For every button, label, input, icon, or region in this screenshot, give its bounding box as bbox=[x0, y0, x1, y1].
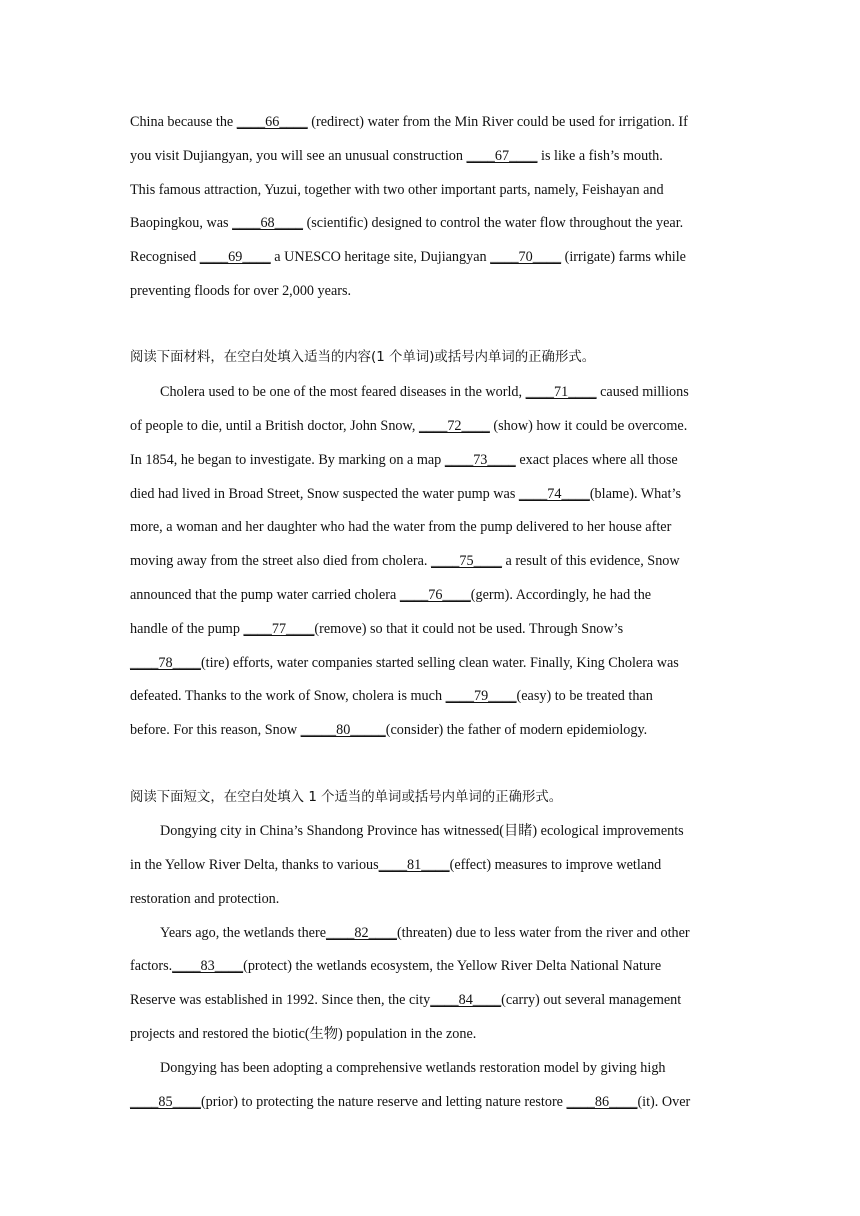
blank-79[interactable]: ____79____ bbox=[445, 688, 517, 704]
text-line: ____85____(prior) to protecting the nature reserve and letting nature restore ____86____(it). Over bbox=[130, 1094, 691, 1110]
text-line: Years ago, the wetlands there____82____(threaten) due to less water from the river and other bbox=[160, 925, 690, 941]
blank-76[interactable]: ____76____ bbox=[399, 587, 471, 603]
text-line: handle of the pump ____77____(remove) so that it could not be used. Through Snow’s bbox=[130, 621, 624, 637]
blank-81[interactable]: ____81____ bbox=[378, 857, 450, 873]
text-line: ____78____(tire) efforts, water companies started selling clean water. Finally, King Cholera was bbox=[130, 655, 679, 671]
text-line: of people to die, until a British doctor, John Snow, ____72____ (show) how it could be overcome. bbox=[130, 418, 688, 434]
section-instruction: 阅读下面短文，在空白处填入 1 个适当的单词或括号内单词的正确形式。 bbox=[130, 790, 563, 805]
text-line: Dongying has been adopting a comprehensive wetlands restoration model by giving high bbox=[160, 1060, 666, 1076]
blank-80[interactable]: _____80_____ bbox=[300, 722, 386, 738]
blank-71[interactable]: ____71____ bbox=[525, 384, 597, 400]
text-line: in the Yellow River Delta, thanks to various____81____(effect) measures to improve wetland bbox=[130, 857, 662, 873]
text-line: Dongying city in China’s Shandong Province has witnessed(目睹) ecological improvements bbox=[160, 823, 684, 839]
text-line: died had lived in Broad Street, Snow suspected the water pump was ____74____(blame). What’s bbox=[130, 486, 681, 502]
text-line: Baopingkou, was ____68____ (scientific) designed to control the water flow throughout the year. bbox=[130, 215, 684, 231]
blank-86[interactable]: ____86____ bbox=[566, 1094, 638, 1110]
blank-77[interactable]: ____77____ bbox=[243, 621, 315, 637]
text-line: Cholera used to be one of the most feared diseases in the world, ____71____ caused millions bbox=[160, 384, 689, 400]
text-line: more, a woman and her daughter who had the water from the pump delivered to her house after bbox=[130, 519, 672, 535]
text-line: In 1854, he began to investigate. By marking on a map ____73____ exact places where all those bbox=[130, 452, 678, 468]
blank-68[interactable]: ____68____ bbox=[232, 215, 304, 231]
blank-84[interactable]: ____84____ bbox=[430, 992, 502, 1008]
text-line: preventing floods for over 2,000 years. bbox=[130, 283, 352, 299]
text-line: projects and restored the biotic(生物) population in the zone. bbox=[130, 1026, 477, 1042]
blank-67[interactable]: ____67____ bbox=[466, 148, 538, 164]
text-line: before. For this reason, Snow _____80_____(consider) the father of modern epidemiology. bbox=[130, 722, 648, 738]
blank-66[interactable]: ____66____ bbox=[236, 114, 308, 130]
text-line: Reserve was established in 1992. Since then, the city____84____(carry) out several management bbox=[130, 992, 682, 1008]
blank-72[interactable]: ____72____ bbox=[418, 418, 490, 434]
blank-73[interactable]: ____73____ bbox=[444, 452, 516, 468]
blank-75[interactable]: ____75____ bbox=[431, 553, 502, 569]
text-line: This famous attraction, Yuzui, together with two other important parts, namely, Feishayan and bbox=[130, 182, 664, 198]
blank-82[interactable]: ____82____ bbox=[326, 925, 397, 941]
blank-83[interactable]: ____83____ bbox=[172, 958, 244, 974]
section-instruction: 阅读下面材料，在空白处填入适当的内容(1 个单词)或括号内单词的正确形式。 bbox=[130, 350, 596, 365]
blank-85[interactable]: ____85____ bbox=[130, 1094, 201, 1110]
blank-78[interactable]: ____78____ bbox=[130, 655, 201, 671]
text-line: announced that the pump water carried cholera ____76____(germ). Accordingly, he had the bbox=[130, 587, 652, 603]
text-line: you visit Dujiangyan, you will see an unusual construction ____67____ is like a fish’s mouth. bbox=[130, 148, 663, 164]
text-line: restoration and protection. bbox=[130, 891, 280, 907]
text-line: defeated. Thanks to the work of Snow, cholera is much ____79____(easy) to be treated than bbox=[130, 688, 653, 704]
text-line: China because the ____66____ (redirect) water from the Min River could be used for irrigation. If bbox=[130, 114, 688, 130]
text-line: moving away from the street also died from cholera. ____75____ a result of this evidence, Snow bbox=[130, 553, 680, 569]
text-line: factors.____83____(protect) the wetlands ecosystem, the Yellow River Delta National Nature bbox=[130, 958, 662, 974]
blank-74[interactable]: ____74____ bbox=[518, 486, 590, 502]
blank-69[interactable]: ____69____ bbox=[199, 249, 271, 265]
blank-70[interactable]: ____70____ bbox=[490, 249, 562, 265]
text-line: Recognised ____69____ a UNESCO heritage site, Dujiangyan ____70____ (irrigate) farms while bbox=[130, 249, 686, 265]
